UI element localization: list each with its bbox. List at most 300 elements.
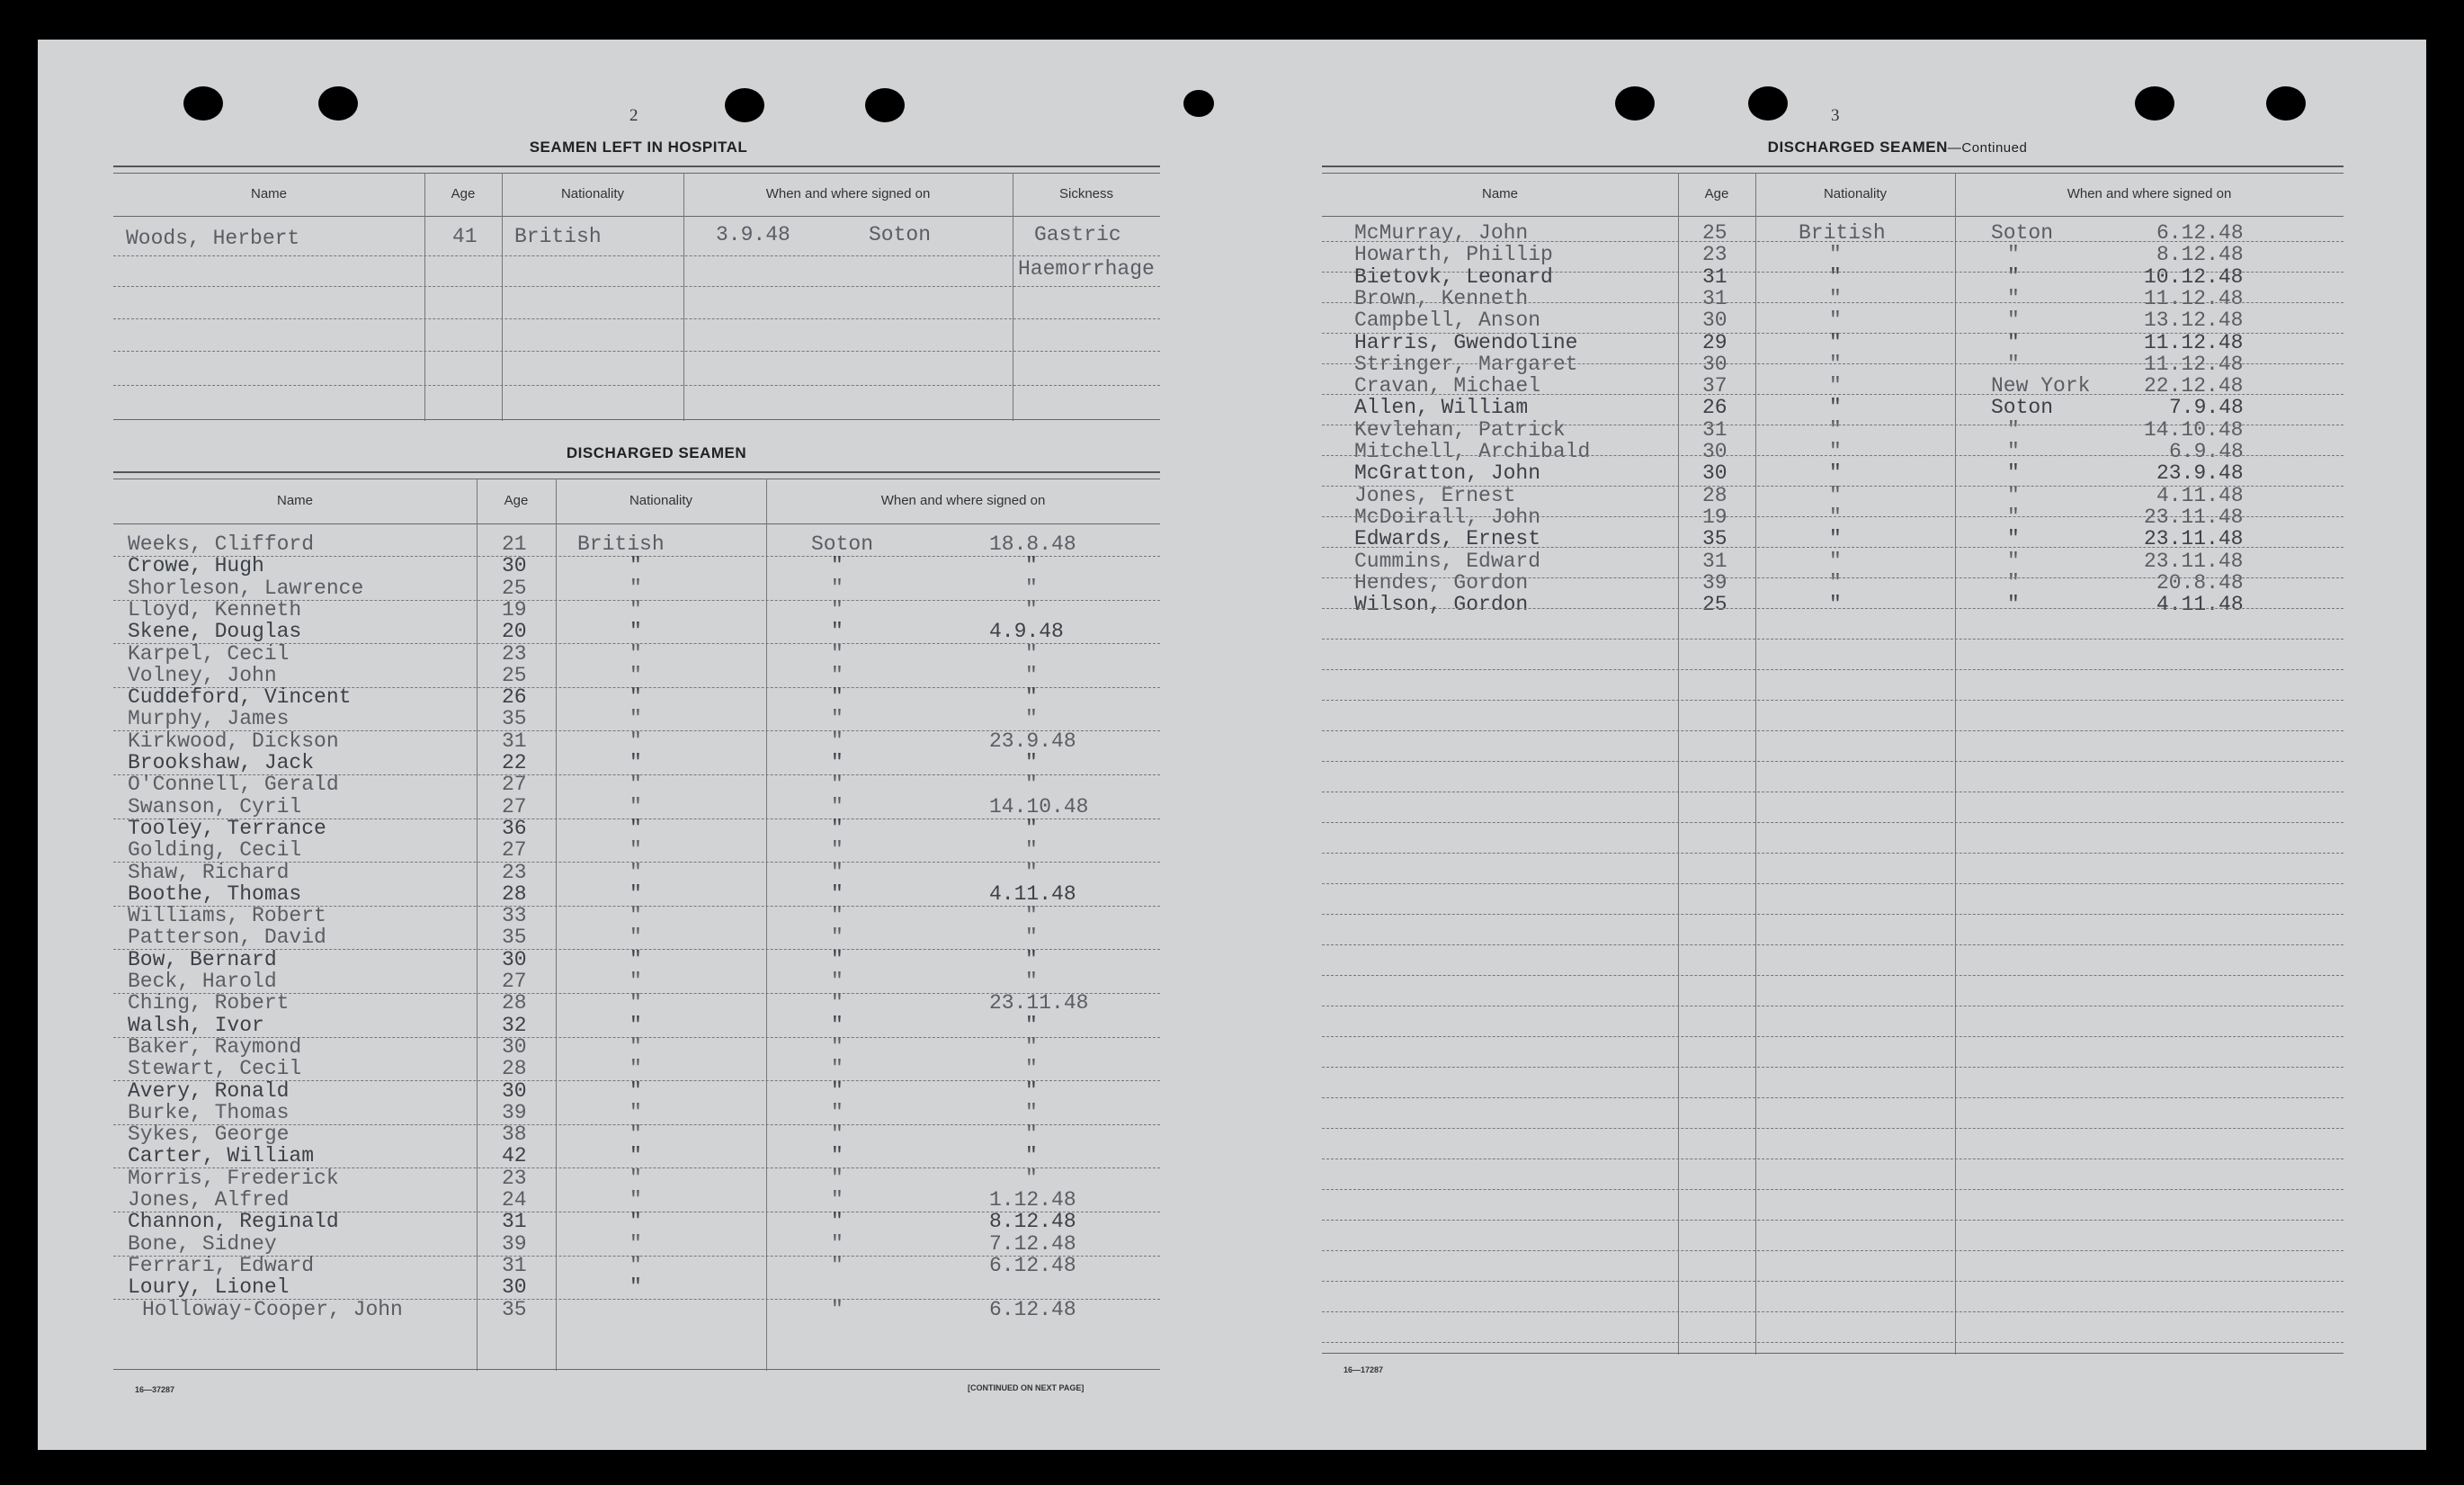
right-col-divider bbox=[1678, 173, 1679, 1355]
right-row-rule bbox=[1322, 1342, 2343, 1343]
discharged-name: Bow, Bernard bbox=[128, 948, 277, 971]
discharged-place: " bbox=[831, 685, 844, 709]
discharged-date: " bbox=[1025, 1144, 1038, 1167]
hospital-header-top-rule bbox=[113, 173, 1160, 174]
discharged-name: Beck, Harold bbox=[128, 970, 277, 993]
discharged-nationality: " bbox=[629, 1167, 642, 1190]
discharged-nationality: " bbox=[629, 1232, 642, 1256]
discharged-age: 27 bbox=[502, 795, 527, 819]
discharged-name: Morris, Frederick bbox=[128, 1167, 339, 1190]
right-header-signed: When and where signed on bbox=[2067, 186, 2232, 201]
discharged-place: " bbox=[831, 577, 844, 600]
discharged-continued-name: Campbell, Anson bbox=[1354, 309, 1541, 332]
hospital-col-divider bbox=[502, 173, 503, 421]
discharged-place: " bbox=[831, 598, 844, 622]
discharged-continued-nationality: " bbox=[1829, 353, 1842, 376]
discharged-continued-name: Hendes, Gordon bbox=[1354, 571, 1529, 595]
discharged-place: " bbox=[831, 817, 844, 840]
hospital-col-divider bbox=[424, 173, 425, 421]
discharged-continued-age: 23 bbox=[1702, 243, 1727, 266]
discharged-continued-place: " bbox=[2007, 527, 2020, 550]
discharged-age: 19 bbox=[502, 598, 527, 622]
punch-hole bbox=[1183, 90, 1214, 117]
discharged-age: 36 bbox=[502, 817, 527, 840]
discharged-date: " bbox=[1025, 970, 1038, 993]
discharged-nationality: " bbox=[629, 773, 642, 796]
discharged-date: " bbox=[1025, 685, 1038, 709]
discharged-name: Sykes, George bbox=[128, 1123, 290, 1146]
discharged-continued-date: 20.8.48 bbox=[2156, 571, 2244, 595]
discharged-continued-name: McDoirall, John bbox=[1354, 505, 1541, 529]
discharged-continued-place: " bbox=[2007, 550, 2020, 573]
discharged-continued-nationality: " bbox=[1829, 287, 1842, 310]
discharged-age: 31 bbox=[502, 1254, 527, 1277]
discharged-date: " bbox=[1025, 773, 1038, 796]
discharged-place: " bbox=[831, 1035, 844, 1059]
discharged-nationality: " bbox=[629, 1014, 642, 1037]
right-header-age: Age bbox=[1704, 186, 1729, 201]
discharged-date: " bbox=[1025, 1057, 1038, 1080]
hospital-header-name: Name bbox=[250, 186, 287, 201]
discharged-age: 35 bbox=[502, 926, 527, 949]
right-header-bottom-rule bbox=[1322, 216, 2343, 217]
right-row-rule bbox=[1322, 1067, 2343, 1068]
hospital-date: 3.9.48 bbox=[716, 223, 790, 246]
discharged-date: " bbox=[1025, 817, 1038, 840]
right-row-rule bbox=[1322, 1311, 2343, 1312]
discharged-age: 23 bbox=[502, 1167, 527, 1190]
discharged-age: 33 bbox=[502, 904, 527, 927]
right-header-name: Name bbox=[1481, 186, 1518, 201]
discharged-continued-name: Allen, William bbox=[1354, 396, 1529, 419]
discharged-continued-age: 19 bbox=[1702, 505, 1727, 529]
right-row-rule bbox=[1322, 272, 2343, 273]
discharged-name: Kirkwood, Dickson bbox=[128, 729, 339, 753]
right-row-rule bbox=[1322, 669, 2343, 670]
discharged-nationality: " bbox=[629, 1254, 642, 1277]
discharged-name: Cuddeford, Vincent bbox=[128, 685, 352, 709]
discharged-place: " bbox=[831, 1101, 844, 1124]
discharged-continued-nationality: " bbox=[1829, 461, 1842, 485]
discharged-date: " bbox=[1025, 861, 1038, 884]
discharged-continued-title-main: DISCHARGED SEAMEN bbox=[1767, 139, 1948, 156]
discharged-continued-date: 10.12.48 bbox=[2144, 265, 2244, 289]
discharged-date: " bbox=[1025, 577, 1038, 600]
right-row-rule bbox=[1322, 547, 2343, 548]
punch-hole bbox=[1748, 86, 1788, 121]
discharged-continued-place: " bbox=[2007, 440, 2020, 463]
discharged-name: Shaw, Richard bbox=[128, 861, 290, 884]
discharged-nationality: " bbox=[629, 664, 642, 687]
discharged-nationality: " bbox=[629, 1188, 642, 1212]
discharged-continued-name: Harris, Gwendoline bbox=[1354, 331, 1578, 354]
discharged-age: 35 bbox=[502, 1298, 527, 1321]
right-row-rule bbox=[1322, 516, 2343, 517]
discharged-name: Baker, Raymond bbox=[128, 1035, 302, 1059]
hospital-row-rule bbox=[113, 286, 1160, 287]
discharged-continued-age: 31 bbox=[1702, 265, 1727, 289]
hospital-age: 41 bbox=[452, 225, 478, 248]
discharged-nationality: " bbox=[629, 861, 642, 884]
right-row-rule bbox=[1322, 394, 2343, 395]
discharged-date: 6.12.48 bbox=[989, 1254, 1076, 1277]
discharged-continued-date: 23.11.48 bbox=[2144, 527, 2244, 550]
discharged-continued-name: Wilson, Gordon bbox=[1354, 593, 1529, 616]
hospital-sickness-detail: Haemorrhage bbox=[1018, 257, 1155, 281]
discharged-age: 27 bbox=[502, 838, 527, 862]
discharged-place: " bbox=[831, 948, 844, 971]
discharged-continued-place: " bbox=[2007, 484, 2020, 507]
discharged-nationality: British bbox=[577, 532, 665, 556]
discharged-date: 7.12.48 bbox=[989, 1232, 1076, 1256]
punch-hole bbox=[865, 88, 905, 122]
right-row-rule bbox=[1322, 853, 2343, 854]
right-row-rule bbox=[1322, 1189, 2343, 1190]
discharged-continued-place: " bbox=[2007, 309, 2020, 332]
discharged-continued-name: McMurray, John bbox=[1354, 221, 1529, 245]
discharged-nationality: " bbox=[629, 642, 642, 666]
hospital-row-rule bbox=[113, 255, 1160, 256]
document-sheet bbox=[38, 40, 2426, 1450]
discharged-place: " bbox=[831, 1167, 844, 1190]
discharged-continued-age: 30 bbox=[1702, 309, 1727, 332]
discharged-name: Boothe, Thomas bbox=[128, 882, 302, 906]
right-row-rule bbox=[1322, 730, 2343, 731]
discharged-place: " bbox=[831, 882, 844, 906]
discharged-age: 30 bbox=[502, 554, 527, 577]
right-row-rule bbox=[1322, 883, 2343, 884]
discharged-continued-date: 11.12.48 bbox=[2144, 331, 2244, 354]
discharged-nationality: " bbox=[629, 751, 642, 774]
discharged-name: Ferrari, Edward bbox=[128, 1254, 315, 1277]
discharged-name: Loury, Lionel bbox=[128, 1275, 290, 1299]
discharged-age: 35 bbox=[502, 707, 527, 730]
discharged-name: Ching, Robert bbox=[128, 991, 290, 1015]
discharged-continued-date: 23.9.48 bbox=[2156, 461, 2244, 485]
discharged-header-bottom-rule bbox=[113, 523, 1160, 524]
discharged-continued-title bbox=[1619, 139, 2176, 157]
punch-hole bbox=[2266, 86, 2306, 121]
discharged-nationality: " bbox=[629, 598, 642, 622]
discharged-place: " bbox=[831, 1123, 844, 1146]
discharged-continued-age: 30 bbox=[1702, 461, 1727, 485]
discharged-nationality: " bbox=[629, 1101, 642, 1124]
discharged-date: " bbox=[1025, 1014, 1038, 1037]
discharged-continued-nationality: " bbox=[1829, 440, 1842, 463]
discharged-place: " bbox=[831, 1232, 844, 1256]
discharged-age: 21 bbox=[502, 532, 527, 556]
right-row-rule bbox=[1322, 700, 2343, 701]
discharged-date: " bbox=[1025, 1079, 1038, 1103]
discharged-continued-date: 6.12.48 bbox=[2156, 221, 2244, 245]
discharged-nationality: " bbox=[629, 1079, 642, 1103]
right-row-rule bbox=[1322, 363, 2343, 364]
discharged-age: 42 bbox=[502, 1144, 527, 1167]
discharged-nationality: " bbox=[629, 620, 642, 643]
hospital-header-sickness: Sickness bbox=[1058, 186, 1114, 201]
discharged-name: Weeks, Clifford bbox=[128, 532, 315, 556]
discharged-continued-place: " bbox=[2007, 265, 2020, 289]
discharged-age: 38 bbox=[502, 1123, 527, 1146]
discharged-continued-nationality: " bbox=[1829, 550, 1842, 573]
discharged-date: " bbox=[1025, 642, 1038, 666]
discharged-place: " bbox=[831, 1254, 844, 1277]
discharged-date: 4.11.48 bbox=[989, 882, 1076, 906]
hospital-row-rule bbox=[113, 351, 1160, 352]
discharged-continued-nationality: " bbox=[1829, 243, 1842, 266]
discharged-continued-place: " bbox=[2007, 593, 2020, 616]
discharged-continued-title-suffix: —Continued bbox=[1947, 140, 2028, 156]
discharged-continued-nationality: " bbox=[1829, 484, 1842, 507]
discharged-continued-nationality: " bbox=[1829, 571, 1842, 595]
right-row-rule bbox=[1322, 1097, 2343, 1098]
discharged-place: " bbox=[831, 861, 844, 884]
discharged-name: Avery, Ronald bbox=[128, 1079, 290, 1103]
discharged-age: 20 bbox=[502, 620, 527, 643]
discharged-header-nationality: Nationality bbox=[629, 493, 693, 508]
discharged-continued-age: 28 bbox=[1702, 484, 1727, 507]
discharged-age: 31 bbox=[502, 729, 527, 753]
discharged-continued-date: 23.11.48 bbox=[2144, 550, 2244, 573]
right-row-rule bbox=[1322, 975, 2343, 976]
right-row-rule bbox=[1322, 333, 2343, 334]
discharged-header-age: Age bbox=[504, 493, 529, 508]
discharged-section-title: DISCHARGED SEAMEN bbox=[566, 444, 747, 461]
discharged-age: 39 bbox=[502, 1101, 527, 1124]
discharged-date: " bbox=[1025, 751, 1038, 774]
discharged-place: " bbox=[831, 1014, 844, 1037]
right-col-divider bbox=[1755, 173, 1756, 1355]
hospital-row-rule bbox=[113, 318, 1160, 319]
right-row-rule bbox=[1322, 455, 2343, 456]
discharged-name: Brookshaw, Jack bbox=[128, 751, 315, 774]
discharged-continued-date: 4.11.48 bbox=[2156, 484, 2244, 507]
discharged-continued-age: 35 bbox=[1702, 527, 1727, 550]
discharged-name: Volney, John bbox=[128, 664, 277, 687]
discharged-continued-nationality: " bbox=[1829, 331, 1842, 354]
discharged-age: 24 bbox=[502, 1188, 527, 1212]
discharged-place: " bbox=[831, 642, 844, 666]
punch-hole bbox=[318, 86, 358, 121]
hospital-col-divider bbox=[683, 173, 684, 421]
right-row-rule bbox=[1322, 577, 2343, 578]
discharged-nationality: " bbox=[629, 838, 642, 862]
hospital-header-bottom-rule bbox=[113, 216, 1160, 217]
discharged-name: Lloyd, Kenneth bbox=[128, 598, 302, 622]
discharged-nationality: " bbox=[629, 577, 642, 600]
discharged-name: Burke, Thomas bbox=[128, 1101, 290, 1124]
discharged-continued-age: 37 bbox=[1702, 374, 1727, 398]
discharged-col-divider bbox=[477, 479, 478, 1371]
right-header-top-rule bbox=[1322, 173, 2343, 174]
discharged-date: " bbox=[1025, 1035, 1038, 1059]
discharged-nationality: " bbox=[629, 1210, 642, 1233]
discharged-name: Swanson, Cyril bbox=[128, 795, 302, 819]
discharged-place: " bbox=[831, 1144, 844, 1167]
discharged-place: " bbox=[831, 751, 844, 774]
discharged-continued-place: " bbox=[2007, 331, 2020, 354]
discharged-age: 28 bbox=[502, 991, 527, 1015]
discharged-continued-age: 39 bbox=[1702, 571, 1727, 595]
punch-hole bbox=[725, 88, 764, 122]
right-col-divider bbox=[1955, 173, 1956, 1355]
discharged-continued-place: " bbox=[2007, 287, 2020, 310]
discharged-age: 39 bbox=[502, 1232, 527, 1256]
discharged-place: " bbox=[831, 620, 844, 643]
discharged-place: " bbox=[831, 1057, 844, 1080]
right-row-rule bbox=[1322, 914, 2343, 915]
discharged-continued-age: 31 bbox=[1702, 418, 1727, 442]
discharged-nationality: " bbox=[629, 882, 642, 906]
discharged-continued-name: Howarth, Phillip bbox=[1354, 243, 1553, 266]
discharged-date: " bbox=[1025, 554, 1038, 577]
discharged-age: 28 bbox=[502, 882, 527, 906]
discharged-continued-name: Brown, Kenneth bbox=[1354, 287, 1529, 310]
discharged-top-rule bbox=[113, 471, 1160, 473]
discharged-nationality: " bbox=[629, 554, 642, 577]
discharged-continued-place: " bbox=[2007, 505, 2020, 529]
discharged-date: 23.9.48 bbox=[989, 729, 1076, 753]
discharged-age: 28 bbox=[502, 1057, 527, 1080]
hospital-header-nationality: Nationality bbox=[560, 186, 625, 201]
discharged-continued-date: 4.11.48 bbox=[2156, 593, 2244, 616]
discharged-continued-place: Soton bbox=[1991, 396, 2054, 419]
discharged-continued-name: Cummins, Edward bbox=[1354, 550, 1541, 573]
discharged-age: 32 bbox=[502, 1014, 527, 1037]
discharged-date: " bbox=[1025, 1123, 1038, 1146]
discharged-continued-nationality: British bbox=[1799, 221, 1886, 245]
discharged-date: " bbox=[1025, 707, 1038, 730]
discharged-place: " bbox=[831, 795, 844, 819]
right-row-rule bbox=[1322, 1036, 2343, 1037]
discharged-nationality: " bbox=[629, 707, 642, 730]
discharged-continued-date: 14.10.48 bbox=[2144, 418, 2244, 442]
discharged-continued-date: 23.11.48 bbox=[2144, 505, 2244, 529]
page-number-left: 2 bbox=[629, 106, 638, 125]
discharged-nationality: " bbox=[629, 1057, 642, 1080]
discharged-name: Walsh, Ivor bbox=[128, 1014, 264, 1037]
discharged-name: Golding, Cecil bbox=[128, 838, 302, 862]
discharged-place: " bbox=[831, 926, 844, 949]
discharged-continued-date: 8.12.48 bbox=[2156, 243, 2244, 266]
discharged-continued-name: Jones, Ernest bbox=[1354, 484, 1516, 507]
discharged-age: 30 bbox=[502, 1035, 527, 1059]
hospital-name: Woods, Herbert bbox=[126, 227, 300, 250]
discharged-date: " bbox=[1025, 1167, 1038, 1190]
hospital-row-rule bbox=[113, 385, 1160, 386]
discharged-continued-age: 30 bbox=[1702, 440, 1727, 463]
discharged-place: " bbox=[831, 970, 844, 993]
discharged-place: " bbox=[831, 707, 844, 730]
discharged-continued-name: Mitchell, Archibald bbox=[1354, 440, 1591, 463]
discharged-nationality: " bbox=[629, 991, 642, 1015]
discharged-nationality: " bbox=[629, 817, 642, 840]
discharged-continued-age: 31 bbox=[1702, 287, 1727, 310]
discharged-continued-date: 6.9.48 bbox=[2169, 440, 2244, 463]
right-row-rule bbox=[1322, 944, 2343, 945]
discharged-continued-age: 25 bbox=[1702, 221, 1727, 245]
discharged-place: " bbox=[831, 991, 844, 1015]
punch-hole bbox=[2135, 86, 2174, 121]
discharged-continued-place: " bbox=[2007, 243, 2020, 266]
hospital-place: Soton bbox=[869, 223, 932, 246]
right-bottom-rule bbox=[1322, 1353, 2343, 1354]
discharged-place: " bbox=[831, 1079, 844, 1103]
discharged-date: " bbox=[1025, 598, 1038, 622]
page-number-right: 3 bbox=[1831, 106, 1840, 125]
discharged-name: Tooley, Terrance bbox=[128, 817, 326, 840]
right-row-rule bbox=[1322, 1220, 2343, 1221]
discharged-continued-name: Kevlehan, Patrick bbox=[1354, 418, 1566, 442]
discharged-age: 25 bbox=[502, 664, 527, 687]
discharged-nationality: " bbox=[629, 1275, 642, 1299]
discharged-nationality: " bbox=[629, 1035, 642, 1059]
discharged-continued-place: " bbox=[2007, 353, 2020, 376]
discharged-age: 23 bbox=[502, 861, 527, 884]
discharged-age: 30 bbox=[502, 1079, 527, 1103]
right-row-rule bbox=[1322, 1128, 2343, 1129]
discharged-nationality: " bbox=[629, 970, 642, 993]
form-code-left: 16—37287 bbox=[135, 1385, 175, 1394]
discharged-nationality: " bbox=[629, 926, 642, 949]
discharged-name: Shorleson, Lawrence bbox=[128, 577, 364, 600]
right-header-nationality: Nationality bbox=[1823, 186, 1888, 201]
discharged-date: " bbox=[1025, 948, 1038, 971]
discharged-continued-name: Cravan, Michael bbox=[1354, 374, 1541, 398]
discharged-date: " bbox=[1025, 664, 1038, 687]
right-row-rule bbox=[1322, 639, 2343, 640]
discharged-place: " bbox=[831, 904, 844, 927]
discharged-date: 18.8.48 bbox=[989, 532, 1076, 556]
discharged-age: 25 bbox=[502, 577, 527, 600]
discharged-nationality: " bbox=[629, 1144, 642, 1167]
discharged-continued-name: Bietovk, Leonard bbox=[1354, 265, 1553, 289]
discharged-date: 1.12.48 bbox=[989, 1188, 1076, 1212]
discharged-date: " bbox=[1025, 904, 1038, 927]
hospital-top-rule bbox=[113, 165, 1160, 167]
discharged-age: 30 bbox=[502, 948, 527, 971]
discharged-age: 22 bbox=[502, 751, 527, 774]
discharged-name: Jones, Alfred bbox=[128, 1188, 290, 1212]
discharged-name: Stewart, Cecil bbox=[128, 1057, 302, 1080]
discharged-continued-place: Soton bbox=[1991, 221, 2054, 245]
discharged-place: " bbox=[831, 1210, 844, 1233]
discharged-place: " bbox=[831, 1298, 844, 1321]
discharged-continued-name: McGratton, John bbox=[1354, 461, 1541, 485]
form-code-right: 16—17287 bbox=[1344, 1365, 1384, 1374]
right-row-rule bbox=[1322, 302, 2343, 303]
discharged-place: " bbox=[831, 729, 844, 753]
hospital-section-title: SEAMEN LEFT IN HOSPITAL bbox=[529, 139, 748, 156]
discharged-place: " bbox=[831, 554, 844, 577]
discharged-continued-date: 13.12.48 bbox=[2144, 309, 2244, 332]
discharged-header-signed: When and where signed on bbox=[880, 493, 1046, 508]
discharged-name: O'Connell, Gerald bbox=[128, 773, 339, 796]
right-row-rule bbox=[1322, 608, 2343, 609]
discharged-header-name: Name bbox=[276, 493, 313, 508]
punch-hole bbox=[1615, 86, 1655, 121]
discharged-nationality: " bbox=[629, 1123, 642, 1146]
discharged-date: 6.12.48 bbox=[989, 1298, 1076, 1321]
discharged-age: 31 bbox=[502, 1210, 527, 1233]
discharged-age: 27 bbox=[502, 970, 527, 993]
discharged-place: " bbox=[831, 1188, 844, 1212]
discharged-name: Skene, Douglas bbox=[128, 620, 302, 643]
discharged-date: " bbox=[1025, 838, 1038, 862]
discharged-continued-date: 11.12.48 bbox=[2144, 287, 2244, 310]
right-row-rule bbox=[1322, 1281, 2343, 1282]
discharged-continued-age: 26 bbox=[1702, 396, 1727, 419]
